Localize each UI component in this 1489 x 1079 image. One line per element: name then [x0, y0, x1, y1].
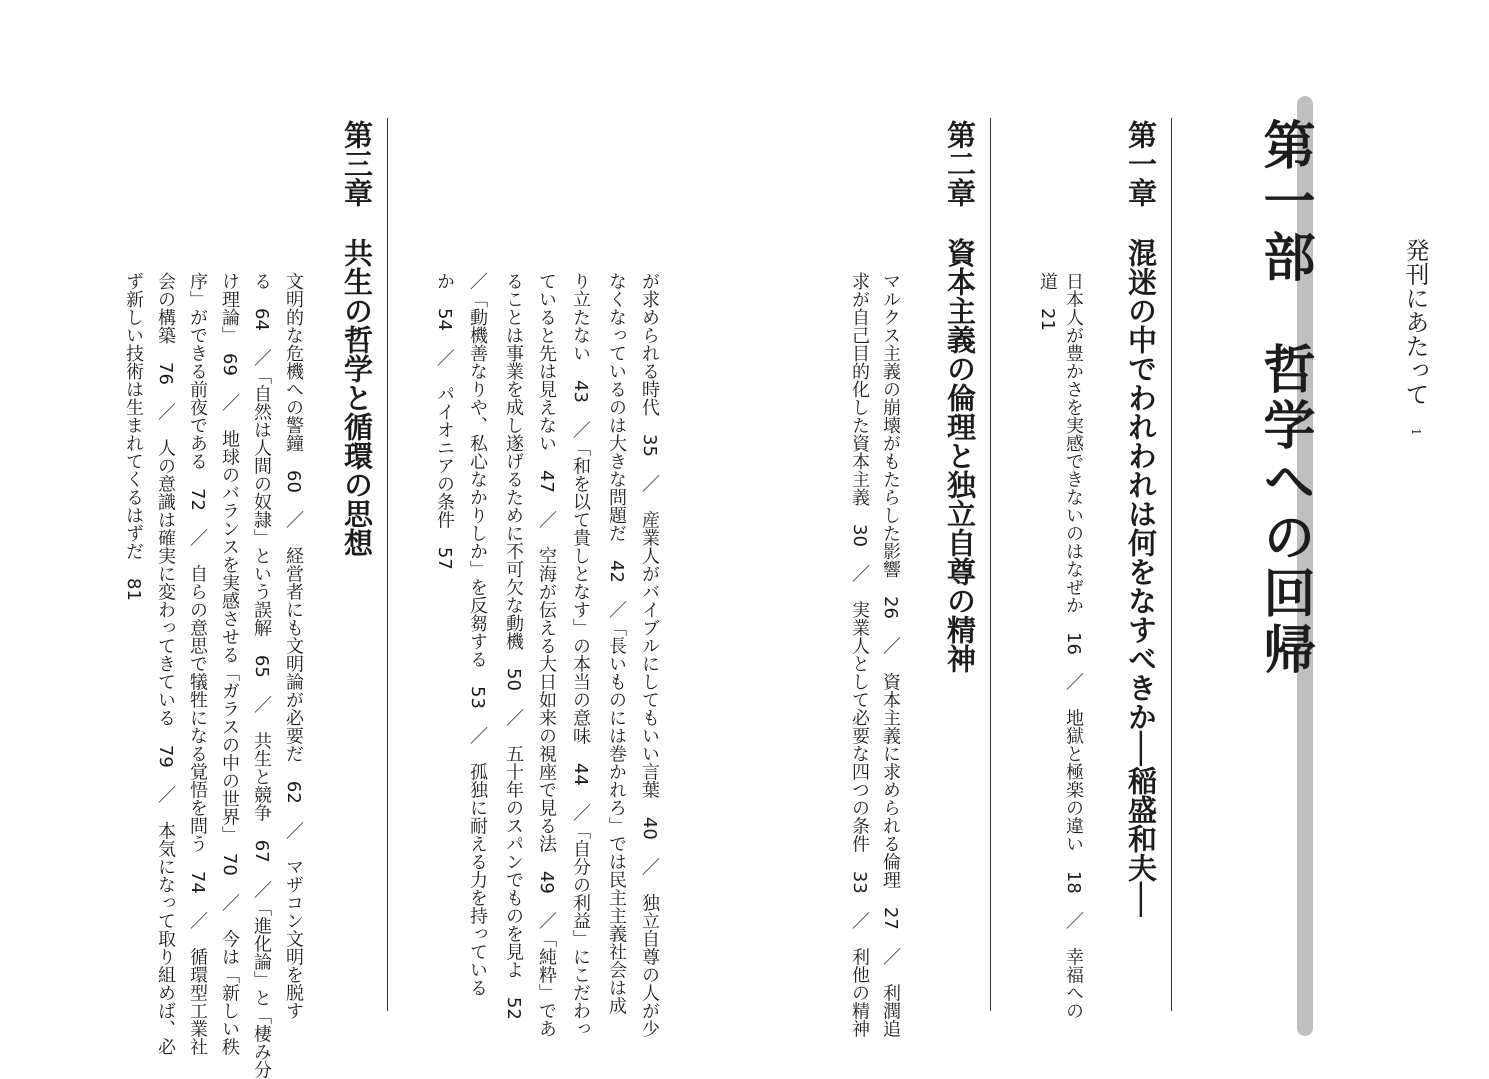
- chapter-2-line-4: なくなっているのは大きな問題だ 42 ／「長いものには巻かれろ」では民主主義社会は成: [606, 272, 627, 1015]
- chapter-1-divider: [1171, 118, 1172, 1011]
- chapter-3-line-6: ず新しい技術は生まれてくるはずだ 81: [123, 272, 144, 601]
- part-title: 第一部 哲学への回帰: [1254, 118, 1314, 678]
- chapter-2-line-1: マルクス主義の崩壊がもたらした影響 26 ／ 資本主義に求められる倫理 27 ／ 利潤追: [880, 272, 901, 1038]
- chapter-2-line-6: ていると先は見えない 47 ／ 空海が伝える大日如来の視座で見る法 49 ／「純粋」であ: [536, 272, 557, 1038]
- chapter-3-line-3: け理論」 69 ／ 地球のバランスを実感させる「ガラスの中の世界」 70 ／ 今は「新しい秩: [219, 272, 240, 1056]
- chapter-1-number: 第一章: [1124, 120, 1158, 207]
- chapter-3-title[interactable]: 共生の哲学と循環の思想: [340, 238, 374, 557]
- chapter-2-number: 第二章: [943, 120, 977, 207]
- preface-title[interactable]: 発刊にあたって: [1401, 238, 1429, 406]
- chapter-3-line-1: 文明的な危機への警鐘 60 ／ 経営者にも文明論が必要だ 62 ／ マザコン文明を脱す: [283, 272, 304, 1020]
- chapter-2-title[interactable]: 資本主義の倫理と独立自尊の精神: [943, 238, 977, 673]
- chapter-2-line-5: り立たない 43 ／「和を以て貴しとなす」の本当の意味 44 ／「自分の利益」にこだわっ: [570, 272, 591, 1038]
- chapter-3-line-4: 序」ができる前夜である 72 ／ 自らの意思で犠牲になる覚悟を問う 74 ／ 循環型工業社: [187, 272, 208, 1056]
- preface-page-number: 1: [1409, 428, 1423, 436]
- chapter-3-number: 第三章: [340, 120, 374, 207]
- chapter-2-line-8: ／「動機善なりや、私心なかりしか」を反芻する 53 ／ 孤独に耐える力を持っている: [467, 272, 488, 997]
- chapter-2-line-7: ることは事業を成し遂げるために不可欠な動機 50 ／ 五十年のスパンでものを見よ 52: [503, 272, 524, 1020]
- chapter-3-line-5: 会の構築 76 ／ 人の意識は確実に変わってきている 79 ／ 本気になって取り組めば、必: [155, 272, 176, 1056]
- chapter-1-title[interactable]: 混迷の中でわれわれは何をなすべきか──稲盛和夫──: [1124, 238, 1158, 917]
- chapter-2-line-2: 求が自己目的化した資本主義 30 ／ 実業人として必要な四つの条件 33 ／ 利他の精神: [849, 272, 870, 1038]
- chapter-2-divider: [990, 118, 991, 1011]
- chapter-3-divider: [387, 118, 388, 1011]
- chapter-3-line-2: る 64 ／「自然は人間の奴隷」という誤解 65 ／ 共生と競争 67 ／「進化論」と「棲み分: [251, 272, 272, 1079]
- chapter-1-line-1: 日本人が豊かさを実感できないのはなぜか 16 ／ 地獄と極楽の違い 18 ／ 幸福への: [1063, 272, 1084, 1020]
- chapter-2-line-3: が求められる時代 35 ／ 産業人がバイブルにしてもいい言葉 40 ／ 独立自尊の人が少: [639, 272, 660, 1038]
- chapter-2-line-9: か 54 ／ パイオニアの条件 57: [434, 272, 455, 570]
- chapter-1-line-2: 道 21: [1037, 272, 1058, 331]
